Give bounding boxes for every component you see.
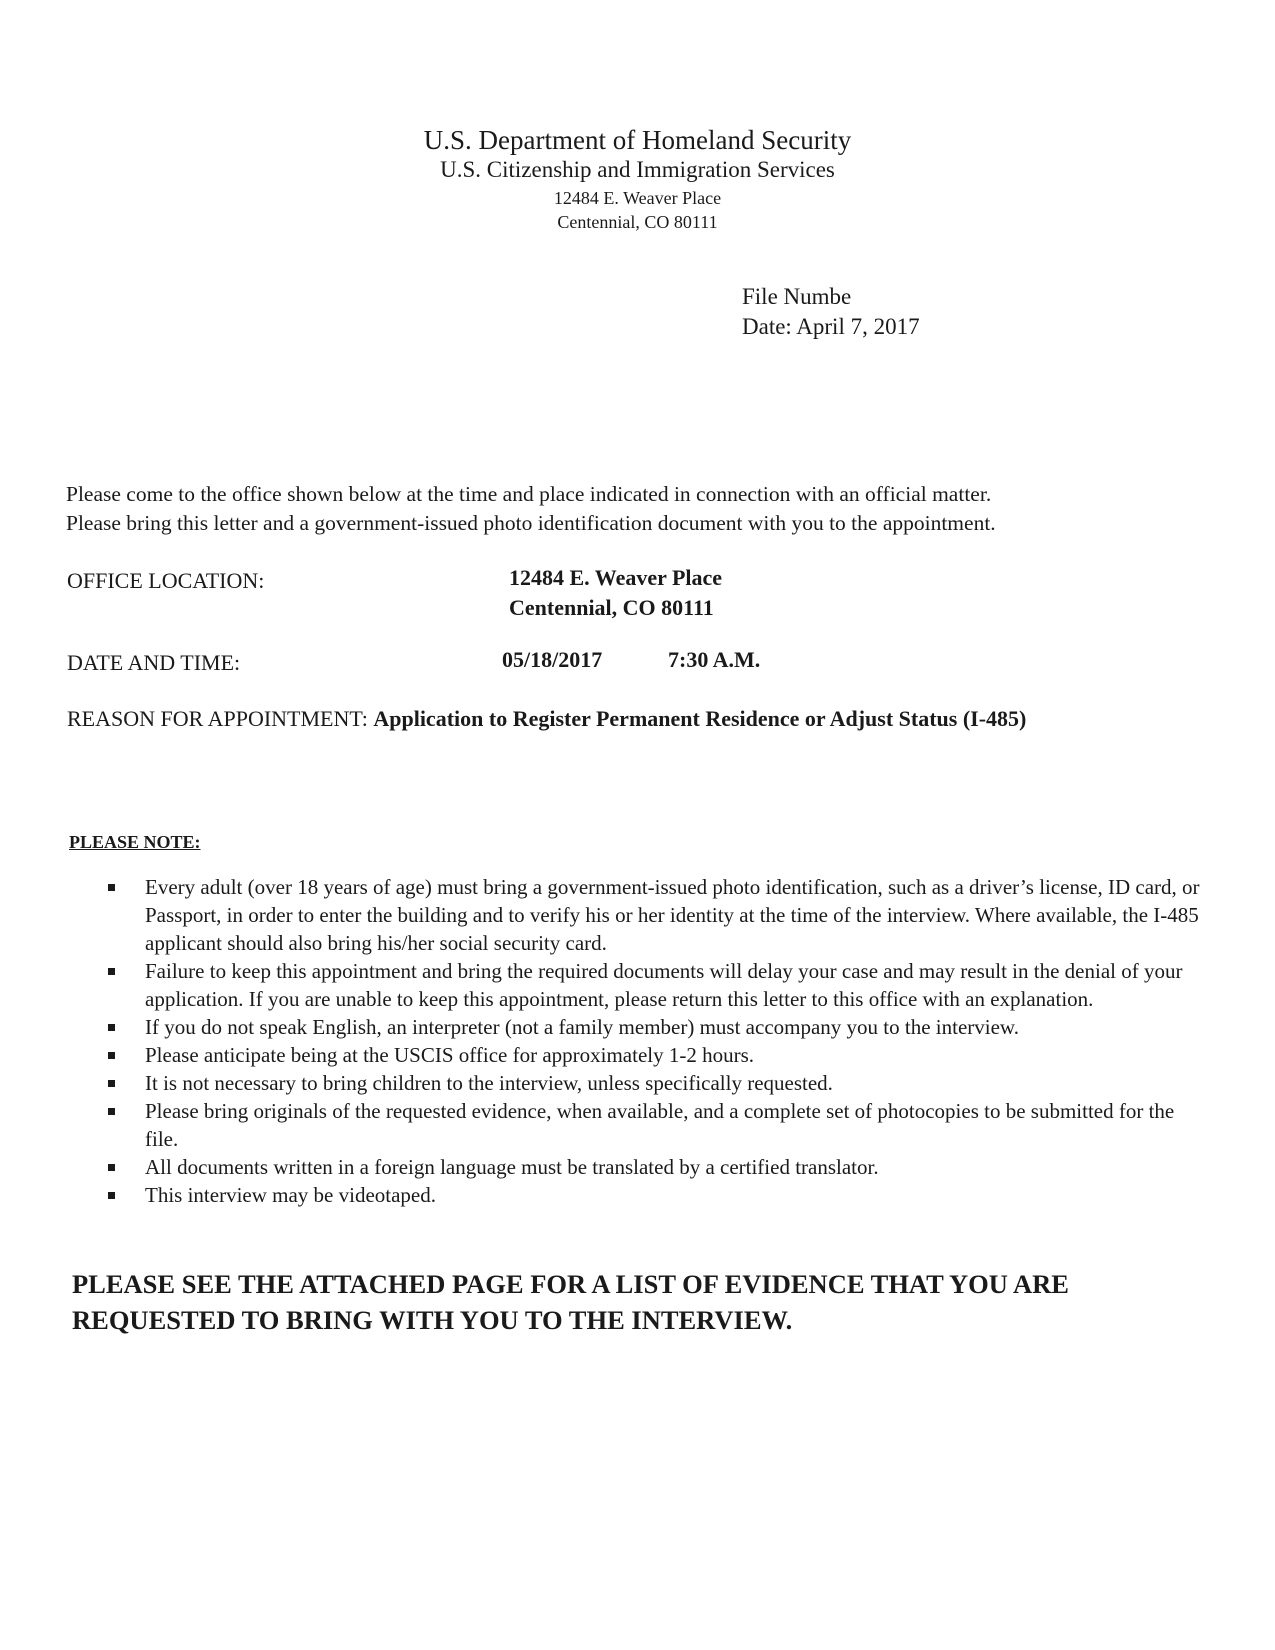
list-item-text: If you do not speak English, an interpreter (not a family member) must accompany you to the interview. <box>145 1015 1019 1039</box>
agency-address-line2: Centennial, CO 80111 <box>557 212 718 232</box>
intro-paragraph <box>66 480 1206 538</box>
agency-header <box>0 124 1275 234</box>
appointment-date: 05/18/2017 <box>502 647 603 672</box>
intro-line2: Please bring this letter and a government-issued photo identification document with you to the appointment. <box>66 511 996 535</box>
list-item-text: Every adult (over 18 years of age) must bring a government-issued photo identification, such as a driver’s license, ID card, or Passport, in order to enter the building and to verify his or her identity at the time of the interview. Where available, the I-485 applicant should also bring his/her social security card. <box>145 875 1200 955</box>
office-address-line2: Centennial, CO 80111 <box>509 595 714 620</box>
bullet-icon <box>108 1080 115 1087</box>
list-item-text: It is not necessary to bring children to the interview, unless specifically requested. <box>145 1071 833 1095</box>
list-item-text: This interview may be videotaped. <box>145 1183 436 1207</box>
list-item-text: Please anticipate being at the USCIS office for approximately 1-2 hours. <box>145 1043 755 1067</box>
intro-line1: Please come to the office shown below at the time and place indicated in connection with an official matter. <box>66 482 992 506</box>
list-item <box>103 873 1203 957</box>
reason-label: REASON FOR APPOINTMENT: <box>67 706 368 731</box>
list-item <box>103 1041 1203 1069</box>
bullet-icon <box>108 1024 115 1031</box>
list-item <box>103 1069 1203 1097</box>
service-name: U.S. Citizenship and Immigration Services <box>440 157 835 182</box>
bullet-icon <box>108 1192 115 1199</box>
bullet-icon <box>108 1164 115 1171</box>
list-item <box>103 1181 1203 1209</box>
file-number: File Numbe <box>742 284 852 309</box>
agency-address-line1: 12484 E. Weaver Place <box>553 188 722 208</box>
letter-date: Date: April 7, 2017 <box>742 314 920 339</box>
date-time-label: DATE AND TIME: <box>67 650 241 675</box>
reason-value: Application to Register Permanent Residence or Adjust Status (I-485) <box>373 706 1027 731</box>
list-item <box>103 1013 1203 1041</box>
bullet-icon <box>108 968 115 975</box>
file-date-block <box>742 282 920 342</box>
reason-row <box>67 704 1026 733</box>
bullet-icon <box>108 884 115 891</box>
office-location-label: OFFICE LOCATION: <box>67 568 265 593</box>
bullet-icon <box>108 1108 115 1115</box>
list-item-text: Please bring originals of the requested evidence, when available, and a complete set of photocopies to be submitted for the file. <box>145 1099 1175 1151</box>
closing-notice: PLEASE SEE THE ATTACHED PAGE FOR A LIST OF EVIDENCE THAT YOU ARE REQUESTED TO BRING WITH YOU TO THE INTERVIEW. <box>72 1269 1069 1335</box>
list-item <box>103 957 1203 1013</box>
list-item-text: Failure to keep this appointment and bring the required documents will delay your case and may result in the denial of your application. If you are unable to keep this appointment, please return this letter to this office with an explanation. <box>145 959 1183 1011</box>
bullet-icon <box>108 1052 115 1059</box>
list-item-text: All documents written in a foreign language must be translated by a certified translator. <box>145 1155 879 1179</box>
please-note-heading: PLEASE NOTE: <box>69 832 201 852</box>
list-item <box>103 1097 1203 1153</box>
department-name: U.S. Department of Homeland Security <box>423 125 852 155</box>
office-address-line1: 12484 E. Weaver Place <box>509 565 723 590</box>
office-location-value <box>509 563 722 623</box>
list-item <box>103 1153 1203 1181</box>
appointment-time: 7:30 A.M. <box>668 647 761 672</box>
note-list <box>103 873 1203 1209</box>
